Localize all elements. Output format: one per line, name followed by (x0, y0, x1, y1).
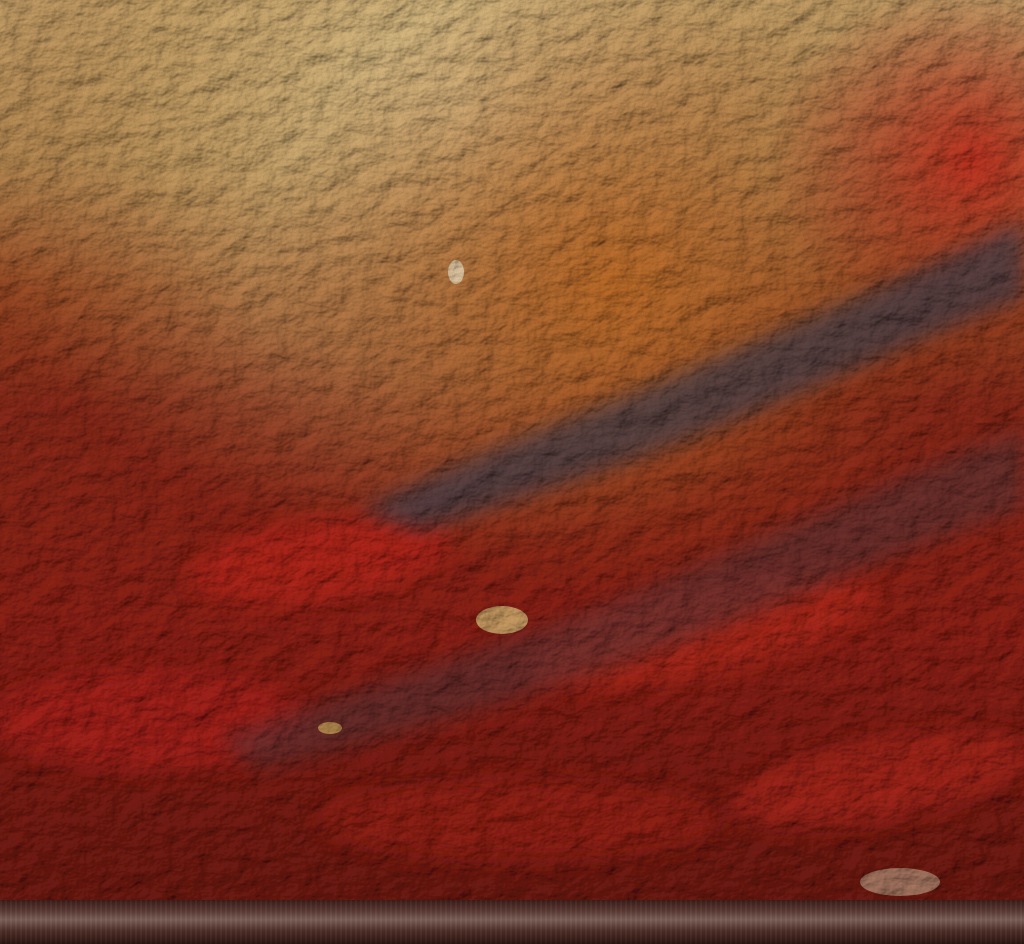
frame-edge-strip (0, 900, 1024, 944)
